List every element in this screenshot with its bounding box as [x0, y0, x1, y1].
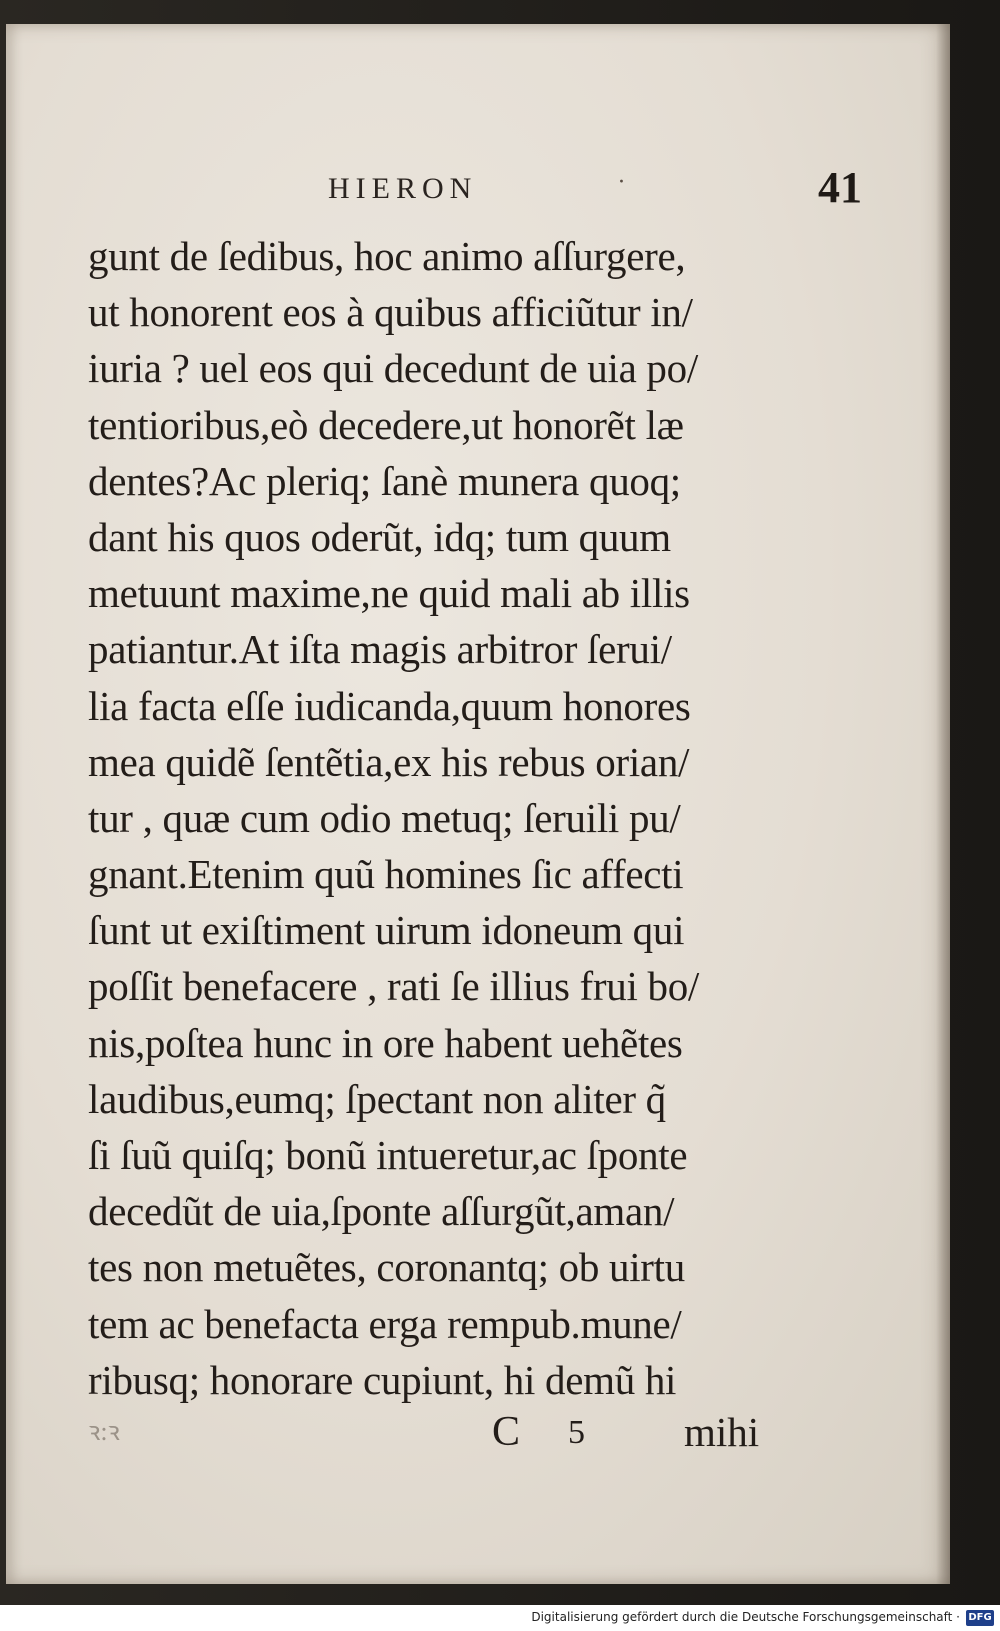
- book-page: [6, 24, 950, 1584]
- dfg-logo: DFG: [966, 1610, 994, 1626]
- page-gutter-shadow: [936, 24, 950, 1584]
- catchword: mihi: [684, 1409, 760, 1455]
- text-line: tur , quæ cum odio metuq; ſeruili pu/: [88, 794, 681, 841]
- text-line: patiantur.At iſta magis arbitror ſerui/: [88, 626, 672, 673]
- text-line: poſſit benefacere , rati ſe illius frui bo/: [88, 963, 699, 1010]
- footer-mark: ꝛ:ꝛ: [88, 1417, 120, 1446]
- text-line: laudibus,eumq; ſpectant non aliter q̃: [88, 1075, 666, 1122]
- text-line: lia facta eſſe iudicanda,quum honores: [88, 682, 691, 729]
- page-number: 41: [818, 163, 862, 212]
- text-line: tentioribus,eò decedere,ut honorẽt læ: [88, 401, 684, 448]
- credit-text: Digitalisierung gefördert durch die Deutsche Forschungsgemeinschaft ·: [531, 1610, 960, 1624]
- credit-bar: [0, 1605, 1000, 1631]
- text-line: tem ac benefacta erga rempub.mune/: [88, 1300, 682, 1347]
- running-head: [6, 152, 950, 212]
- text-line: gnant.Etenim quũ homines ſic affecti: [88, 851, 684, 898]
- running-head-title: HIERON: [328, 172, 478, 205]
- text-line: ſunt ut exiſtiment uirum idoneum qui: [88, 907, 685, 954]
- text-line: nis,poſtea hunc in ore habent uehẽtes: [88, 1019, 683, 1066]
- text-line: dentes?Ac pleriq; ſanè munera quoq;: [88, 457, 681, 504]
- body-text: [88, 228, 808, 1408]
- text-line: gunt de ſedibus, hoc animo aſſurgere,: [88, 233, 686, 279]
- text-line: metuunt maxime,ne quid mali ab illis: [88, 570, 690, 617]
- page-footer: [88, 1408, 808, 1464]
- text-line: mea quidẽ ſentẽtia,ex his rebus orian/: [88, 738, 690, 785]
- text-line: dant his quos oderũt, idq; tum quum: [88, 513, 671, 560]
- signature-number: 5: [568, 1414, 585, 1451]
- text-line: ſi ſuũ quiſq; bonũ intueretur,ac ſponte: [88, 1132, 688, 1178]
- text-line: ribusq; honorare cupiunt, hi demũ hi: [88, 1356, 677, 1403]
- signature-mark: C: [492, 1409, 521, 1455]
- text-line: iuria ? uel eos qui decedunt de uia po/: [88, 345, 698, 392]
- text-line: ut honorent eos à quibus afficiũtur in/: [88, 289, 693, 336]
- text-line: decedũt de uia,ſponte aſſurgũt,aman/: [88, 1188, 675, 1235]
- running-head-dot: ·: [618, 170, 625, 195]
- text-line: tes non metuẽtes, coronantq; ob uirtu: [88, 1244, 685, 1291]
